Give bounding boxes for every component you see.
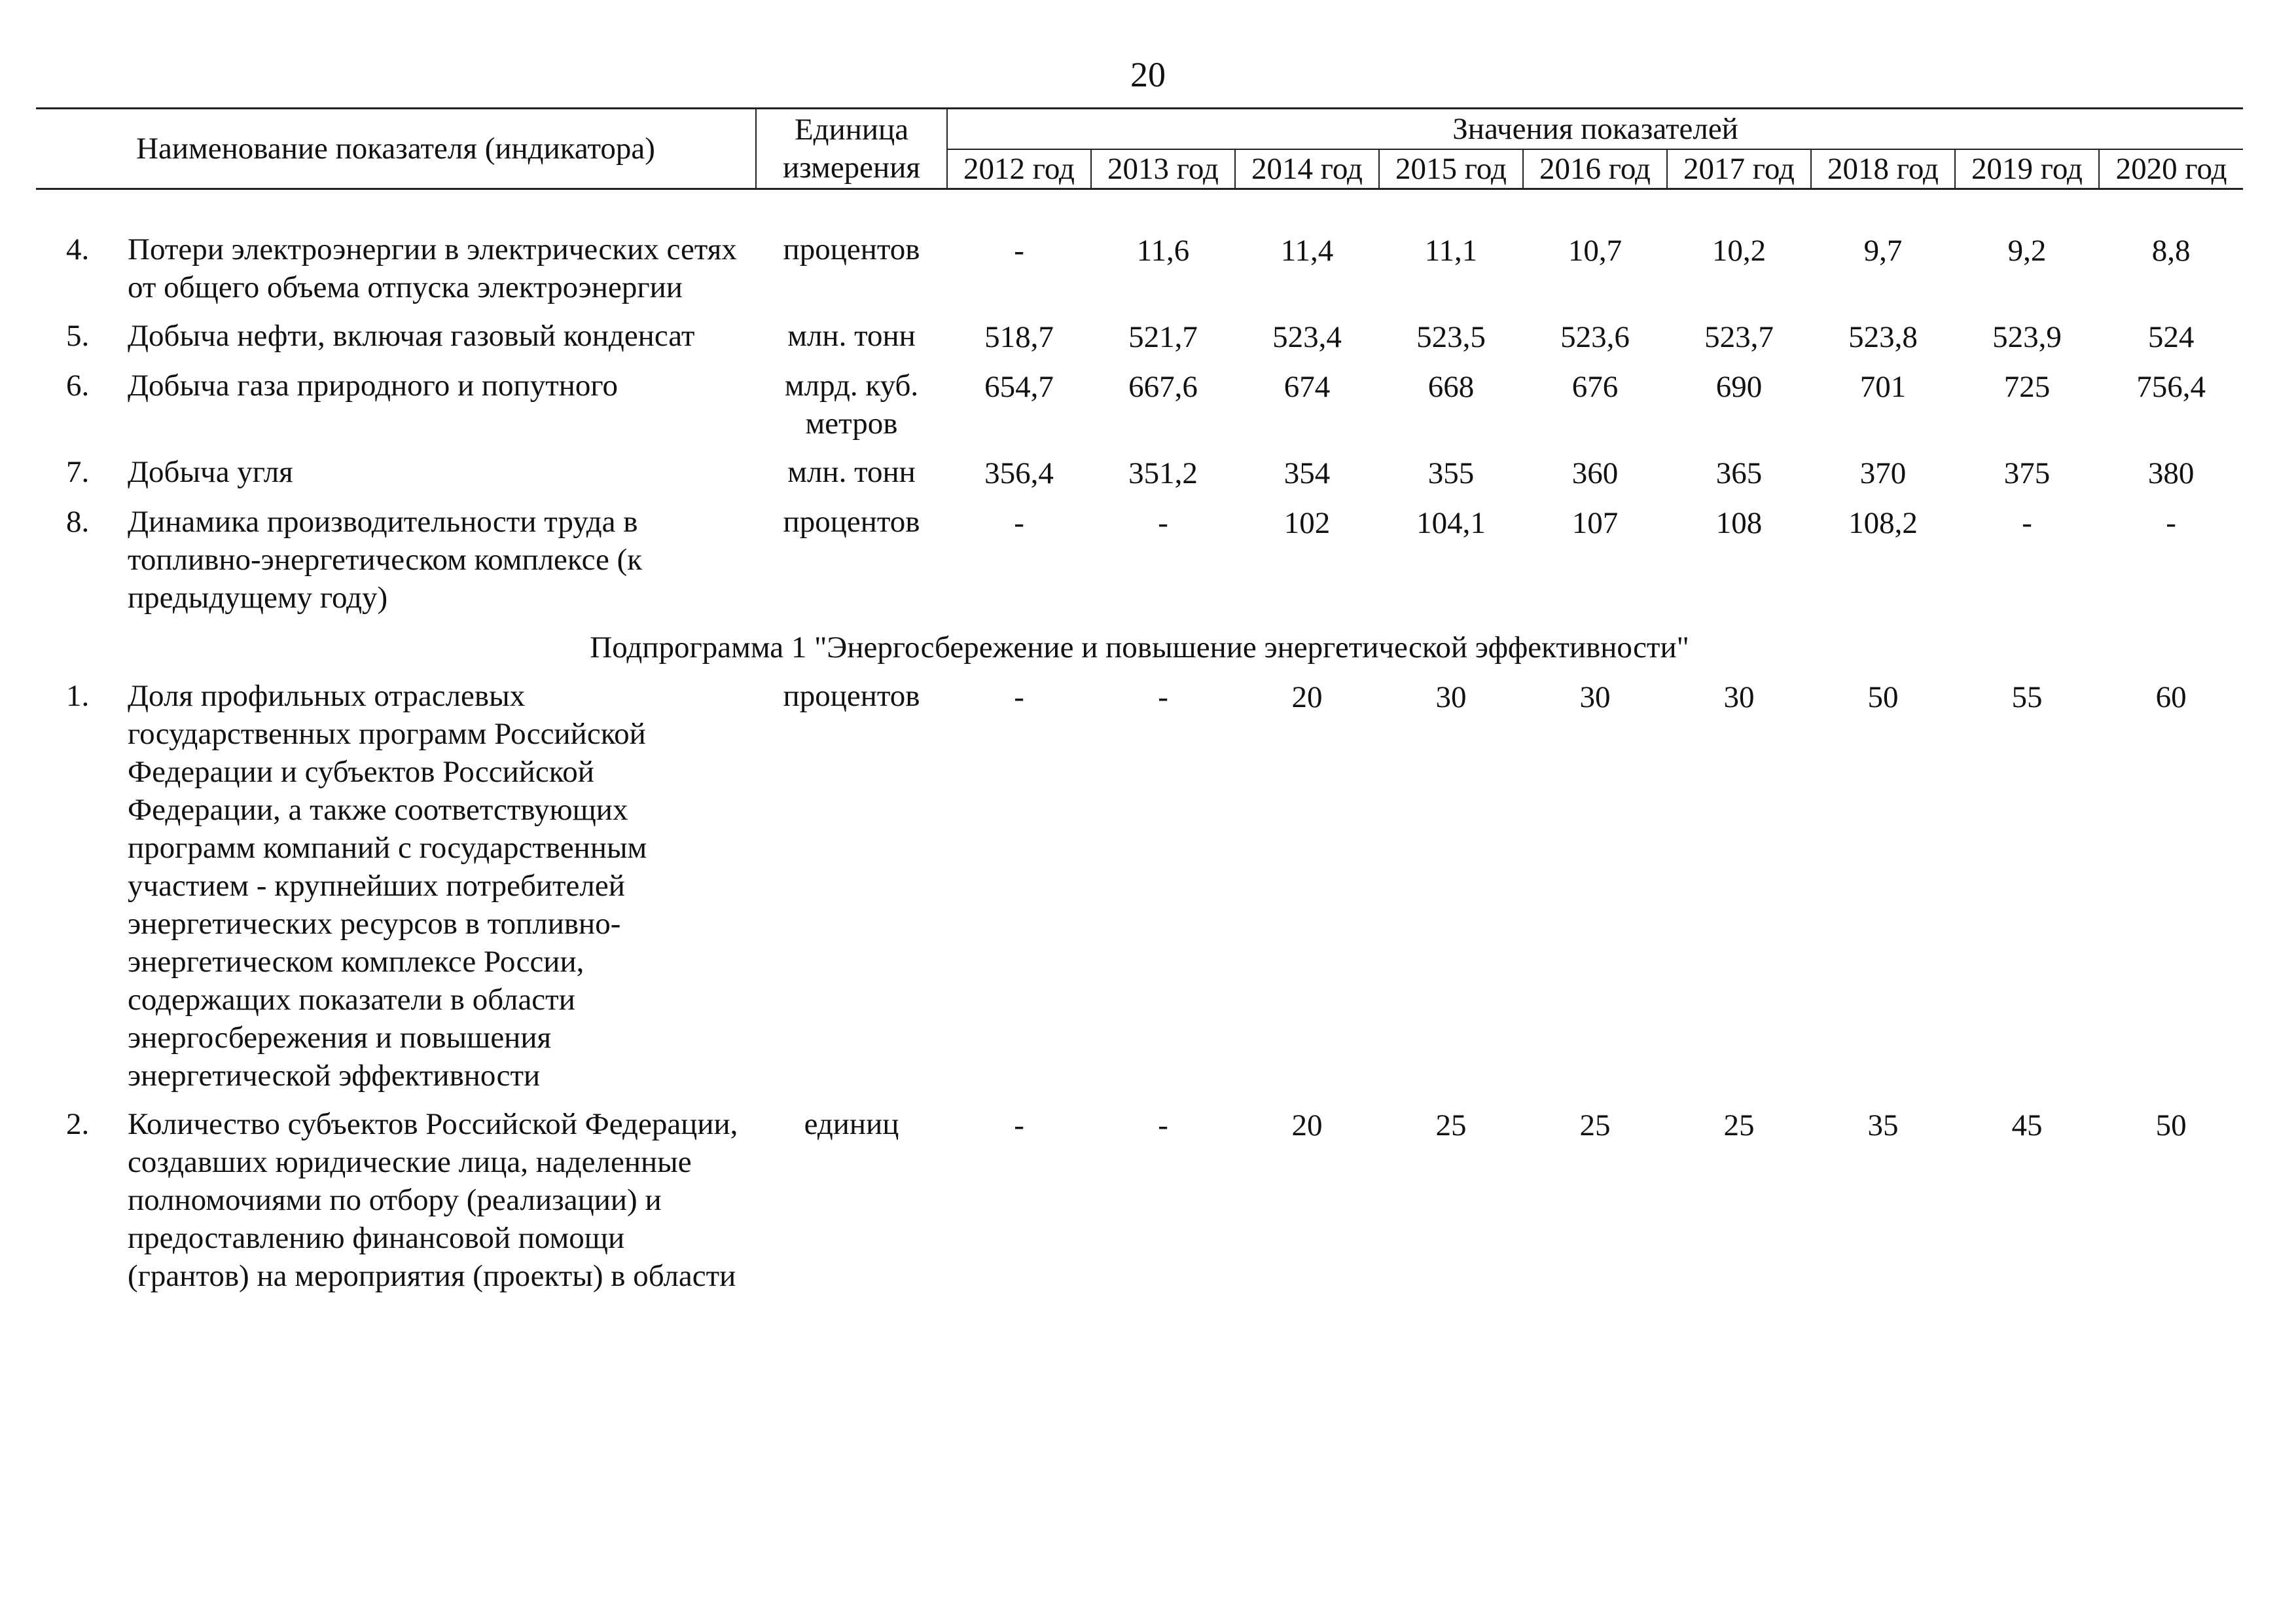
row-number: 1.	[66, 679, 90, 713]
indicator-value: 701	[1859, 370, 1907, 404]
indicator-value: 50	[2155, 1108, 2187, 1142]
indicator-value: 25	[1579, 1108, 1611, 1142]
table-row	[36, 453, 2243, 503]
indicator-value: 654,7	[984, 370, 1054, 404]
row-number: 6.	[66, 369, 90, 403]
row-number: 5.	[66, 319, 90, 353]
year-header: 2016 год	[1523, 149, 1667, 189]
column-header-name: Наименование показателя (индикатора)	[36, 109, 756, 189]
indicator-value: -	[1014, 1108, 1024, 1142]
indicator-name: Динамика производительности труда в топливно-энергетическом комплексе (к предыдущему году)	[128, 505, 643, 615]
indicator-value: 55	[2011, 680, 2043, 714]
indicator-value: 518,7	[984, 320, 1054, 354]
indicator-value: 9,7	[1863, 234, 1903, 268]
indicator-value: -	[1158, 680, 1168, 714]
indicator-value: 380	[2147, 456, 2195, 490]
indicator-value: 676	[1571, 370, 1619, 404]
table-row	[36, 677, 2243, 1105]
table-row	[36, 367, 2243, 453]
indicator-value: -	[2022, 506, 2032, 540]
table-header	[36, 109, 2243, 189]
indicator-value: 667,6	[1128, 370, 1198, 404]
indicator-value: 521,7	[1128, 320, 1198, 354]
indicator-value: 20	[1291, 680, 1323, 714]
year-header: 2018 год	[1811, 149, 1955, 189]
indicators-table	[36, 107, 2243, 1305]
indicator-value: 45	[2011, 1108, 2043, 1142]
indicator-value: 11,4	[1280, 234, 1334, 268]
indicator-value: 690	[1715, 370, 1763, 404]
section-title: Подпрограмма 1 "Энергосбережение и повышение энергетической эффективности"	[590, 630, 1689, 665]
indicator-value: 756,4	[2136, 370, 2206, 404]
indicator-name: Количество субъектов Российской Федерации, создавших юридические лица, наделенные полномочиями по отбору (реализации) и предоставлению финансовой помощи (грантов) на мероприятия (проекты) в области	[128, 1107, 738, 1293]
page-number: 20	[1130, 55, 1166, 94]
indicator-unit: процентов	[783, 679, 920, 713]
indicator-value: 8,8	[2151, 234, 2191, 268]
indicator-unit: процентов	[783, 232, 920, 266]
indicator-value: 25	[1723, 1108, 1755, 1142]
indicator-value: 20	[1291, 1108, 1323, 1142]
indicator-value: -	[1014, 506, 1024, 540]
indicator-value: -	[1014, 234, 1024, 268]
indicator-value: 11,1	[1424, 234, 1478, 268]
indicator-value: 35	[1867, 1108, 1899, 1142]
indicator-value: 365	[1715, 456, 1763, 490]
column-header-unit: Единица измерения	[756, 109, 947, 189]
indicator-value: 354	[1283, 456, 1331, 490]
indicator-value: 370	[1859, 456, 1907, 490]
indicator-value: 523,7	[1704, 320, 1774, 354]
indicator-value: -	[1158, 1108, 1168, 1142]
section-row	[36, 627, 2243, 677]
indicator-value: 355	[1427, 456, 1475, 490]
indicator-unit: млрд. куб. метров	[784, 369, 919, 441]
indicator-unit: млн. тонн	[787, 455, 916, 489]
year-header: 2015 год	[1379, 149, 1523, 189]
indicator-value: 107	[1571, 506, 1619, 540]
indicator-value: 523,8	[1848, 320, 1918, 354]
year-header: 2017 год	[1667, 149, 1811, 189]
indicator-value: 10,2	[1712, 234, 1767, 268]
indicator-value: 356,4	[984, 456, 1054, 490]
indicator-value: 25	[1435, 1108, 1467, 1142]
indicator-value: 30	[1723, 680, 1755, 714]
indicator-value: 102	[1283, 506, 1331, 540]
row-number: 2.	[66, 1107, 90, 1141]
indicator-value: 523,5	[1416, 320, 1486, 354]
row-number: 8.	[66, 505, 90, 539]
indicator-value: 30	[1579, 680, 1611, 714]
indicator-value: 9,2	[2007, 234, 2047, 268]
indicator-value: 668	[1427, 370, 1475, 404]
indicator-value: -	[2166, 506, 2176, 540]
table-row	[36, 503, 2243, 627]
indicator-name: Потери электроэнергии в электрических сетях от общего объема отпуска электроэнергии	[128, 232, 737, 304]
indicator-name: Добыча нефти, включая газовый конденсат	[128, 319, 695, 353]
indicator-value: 10,7	[1568, 234, 1623, 268]
indicator-value: 108	[1715, 506, 1763, 540]
year-header: 2013 год	[1091, 149, 1235, 189]
column-header-values: Значения показателей	[947, 109, 2243, 150]
indicator-value: 351,2	[1128, 456, 1198, 490]
indicator-name: Добыча угля	[128, 455, 293, 489]
indicator-value: 674	[1283, 370, 1331, 404]
row-number: 7.	[66, 455, 90, 489]
row-number: 4.	[66, 232, 90, 266]
indicator-value: 50	[1867, 680, 1899, 714]
indicator-value: -	[1014, 680, 1024, 714]
year-header: 2014 год	[1235, 149, 1379, 189]
table-row	[36, 1105, 2243, 1305]
table-row	[36, 317, 2243, 367]
indicator-value: 360	[1571, 456, 1619, 490]
indicator-unit: процентов	[783, 505, 920, 539]
indicator-value: 104,1	[1416, 506, 1486, 540]
year-header: 2019 год	[1955, 149, 2099, 189]
indicator-value: -	[1158, 506, 1168, 540]
indicator-value: 30	[1435, 680, 1467, 714]
indicator-value: 523,4	[1272, 320, 1342, 354]
indicator-value: 523,6	[1560, 320, 1630, 354]
indicator-value: 524	[2147, 320, 2195, 354]
indicator-value: 725	[2003, 370, 2051, 404]
indicator-name: Доля профильных отраслевых государственных программ Российской Федерации и субъектов Российской Федерации, а также соответствующих программ компаний с государственным участием - крупнейших потребителей энергетических ресурсов в топливно-энергетическом комплексе России, содержащих показатели в области энергосбережения и повышения энергетической эффективности	[128, 679, 647, 1093]
indicator-unit: млн. тонн	[787, 319, 916, 353]
indicator-unit: единиц	[804, 1107, 899, 1141]
table-body	[36, 189, 2243, 1306]
indicator-value: 60	[2155, 680, 2187, 714]
indicator-value: 11,6	[1136, 234, 1190, 268]
indicator-name: Добыча газа природного и попутного	[128, 369, 618, 403]
indicator-value: 375	[2003, 456, 2051, 490]
indicator-value: 523,9	[1992, 320, 2062, 354]
year-header: 2012 год	[947, 149, 1091, 189]
year-header: 2020 год	[2099, 149, 2243, 189]
indicator-value: 108,2	[1848, 506, 1918, 540]
table-row	[36, 230, 2243, 317]
